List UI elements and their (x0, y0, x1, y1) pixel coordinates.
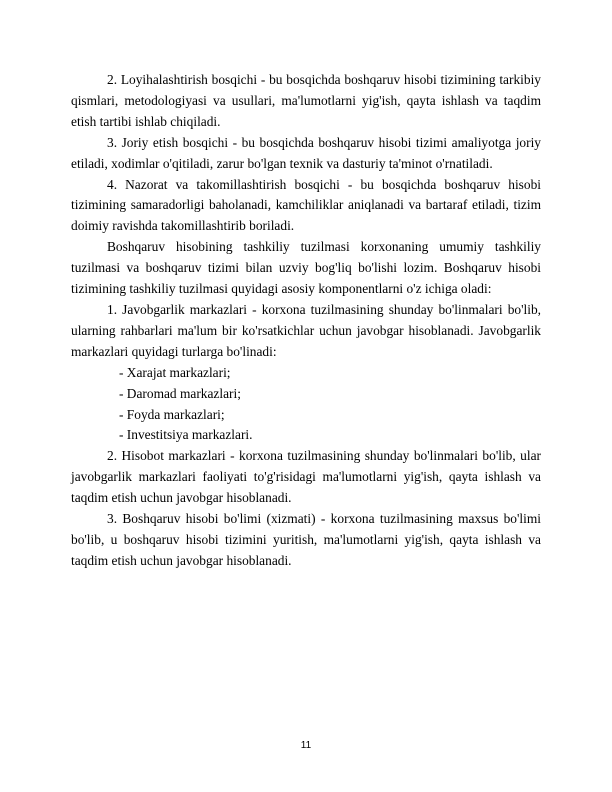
paragraph-reporting-centers: 2. Hisobot markazlari - korxona tuzilmasining shunday bo'linmalari bo'lib, ular javobgarlik markazlari faoliyati to'g'risidagi ma'lumotlarni yig'ish, qayta ishlash va taqdim etish uchun javobgar hisoblanadi. (71, 448, 541, 506)
paragraph-management-accounting-department: 3. Boshqaruv hisobi bo'limi (xizmati) - korxona tuzilmasining maxsus bo'limi bo'lib, u boshqaruv hisobi tizimini yuritish, ma'lumotlarni yig'ish, qayta ishlash va taqdim etish uchun javobgar hisoblanadi. (71, 511, 541, 568)
page-body (71, 70, 541, 572)
list-item-investment-centers: - Investitsiya markazlari. (119, 427, 253, 443)
list-item-revenue-centers: - Daromad markazlari; (119, 385, 241, 401)
paragraph-design-stage: 2. Loyihalashtirish bosqichi - bu bosqichda boshqaruv hisobi tizimining tarkibiy qismlari, metodologiyasi va usullari, ma'lumotlarni yig'ish, qayta ishlash va taqdim etish tartibi ishlab chiqiladi. (71, 72, 541, 129)
list-item-profit-centers: - Foyda markazlari; (119, 406, 225, 422)
paragraph-implementation-stage: 3. Joriy etish bosqichi - bu bosqichda boshqaruv hisobi tizimi amaliyotga joriy etiladi, xodimlar o'qitiladi, zarur bo'lgan texnik va dasturiy ta'minot o'rnatiladi. (71, 134, 541, 171)
list-item-cost-centers: - Xarajat markazlari; (119, 364, 231, 380)
page-number: 11 (300, 740, 312, 751)
paragraph-org-structure: Boshqaruv hisobining tashkiliy tuzilmasi korxonaning umumiy tashkiliy tuzilmasi va boshqaruv tizimi bilan uzviy bog'liq bo'lishi lozim. Boshqaruv hisobi tizimining tashkiliy tuzilmasi quyidagi asosiy komponentlarni o'z ichiga oladi: (71, 239, 541, 297)
paragraph-responsibility-centers: 1. Javobgarlik markazlari - korxona tuzilmasining shunday bo'linmalari bo'lib, ularning rahbarlari ma'lum bir ko'rsatkichlar uchun javobgar hisoblanadi. Javobgarlik markazlari quyidagi turlarga bo'linadi: (71, 301, 541, 359)
paragraph-control-stage: 4. Nazorat va takomillashtirish bosqichi - bu bosqichda boshqaruv hisobi tizimining samaradorligi baholanadi, kamchiliklar aniqlanadi va bartaraf etiladi, tizim doimiy ravishda takomillashtirib boriladi. (71, 176, 541, 234)
